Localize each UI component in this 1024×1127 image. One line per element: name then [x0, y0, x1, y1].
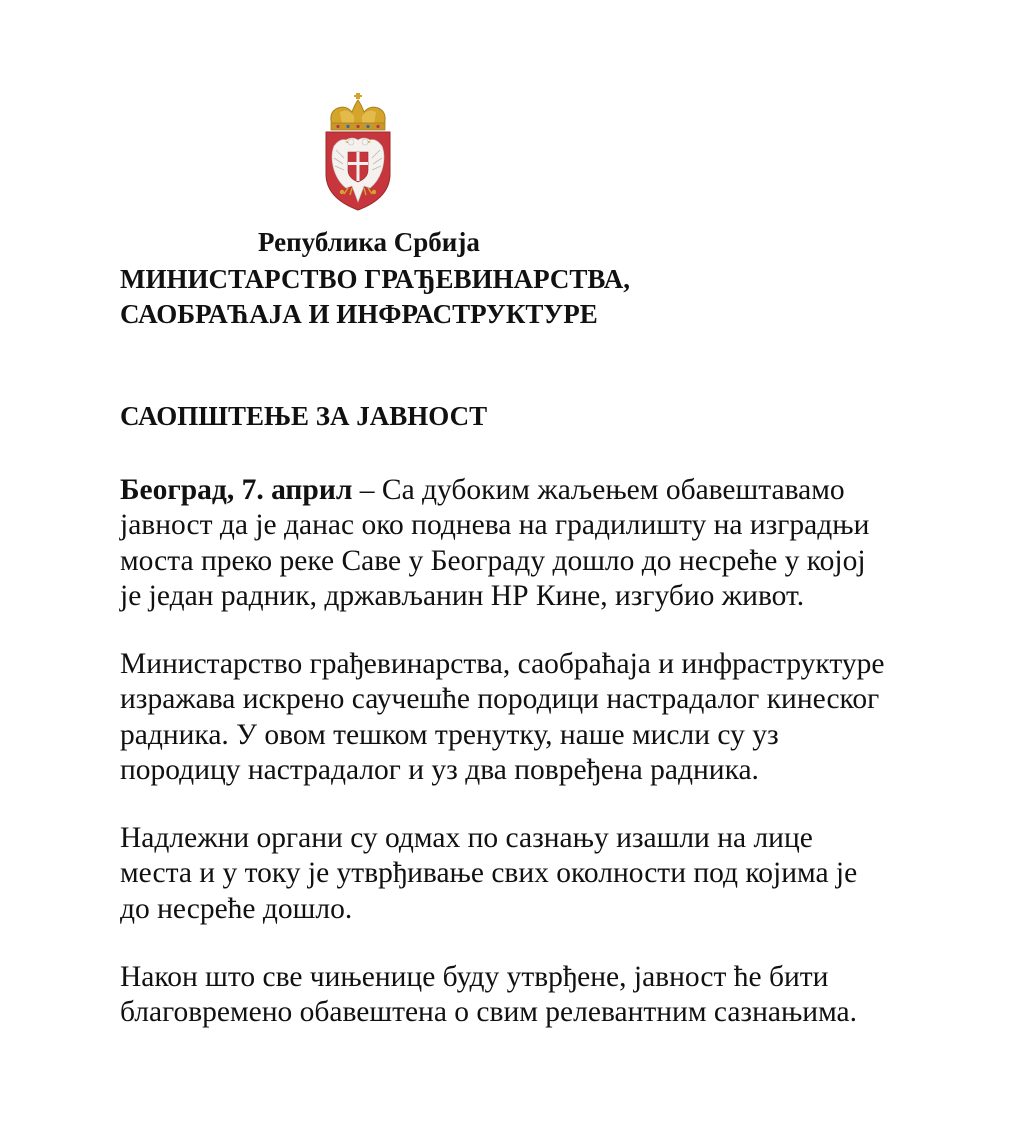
- paragraph-1: [120, 473, 869, 614]
- republic-name: Република Србија: [258, 227, 480, 257]
- paragraph-line: [120, 473, 869, 508]
- paragraph-line: изражава искрено саучешће породици настрадалог кинеског: [120, 683, 880, 716]
- paragraph-2: [120, 647, 884, 788]
- paragraph-line: благовремено обавештена о свим релевантним сазнањима.: [120, 996, 858, 1029]
- paragraph-line: Након што све чињенице буду утврђене, јавност ће бити: [120, 961, 829, 993]
- shield-icon: [326, 132, 390, 210]
- paragraph-line: породицу настрадалог и уз два повређена радника.: [120, 753, 759, 786]
- paragraph-line: Надлежни органи су одмах по сазнању изашли на лице: [120, 822, 813, 854]
- crown-icon: [331, 93, 385, 130]
- press-release-heading: САОПШТЕЊЕ ЗА ЈАВНОСТ: [120, 401, 488, 431]
- paragraph-line: радника. У овом тешком тренутку, наше мисли су уз: [120, 718, 779, 751]
- paragraph-line: до несреће дошло.: [120, 892, 353, 925]
- coat-of-arms-emblem: [318, 90, 398, 212]
- paragraph-line: јавност да је данас око поднева на градилишту на изградњи: [120, 509, 870, 542]
- ministry-name-line-2: САОБРАЋАЈА И ИНФРАСТРУКТУРЕ: [120, 299, 598, 329]
- paragraph-line: је један радник, држављанин НР Кине, изгубио живот.: [120, 579, 805, 612]
- ministry-name-line-1: МИНИСТАРСТВО ГРАЂЕВИНАРСТВА,: [120, 264, 630, 294]
- dateline: Београд, 7. април: [120, 474, 353, 506]
- paragraph-3: [120, 821, 857, 927]
- paragraph-text: – Са дубоким жаљењем обавештавамо: [352, 474, 845, 506]
- paragraph-line: места и у току је утврђивање свих околности под којима је: [120, 857, 858, 890]
- paragraph-4: [120, 960, 857, 1031]
- paragraph-line: Министарство грађевинарства, саобраћаја и инфраструктуре: [120, 648, 885, 680]
- paragraph-line: моста преко реке Саве у Београду дошло до несреће у којој: [120, 544, 866, 577]
